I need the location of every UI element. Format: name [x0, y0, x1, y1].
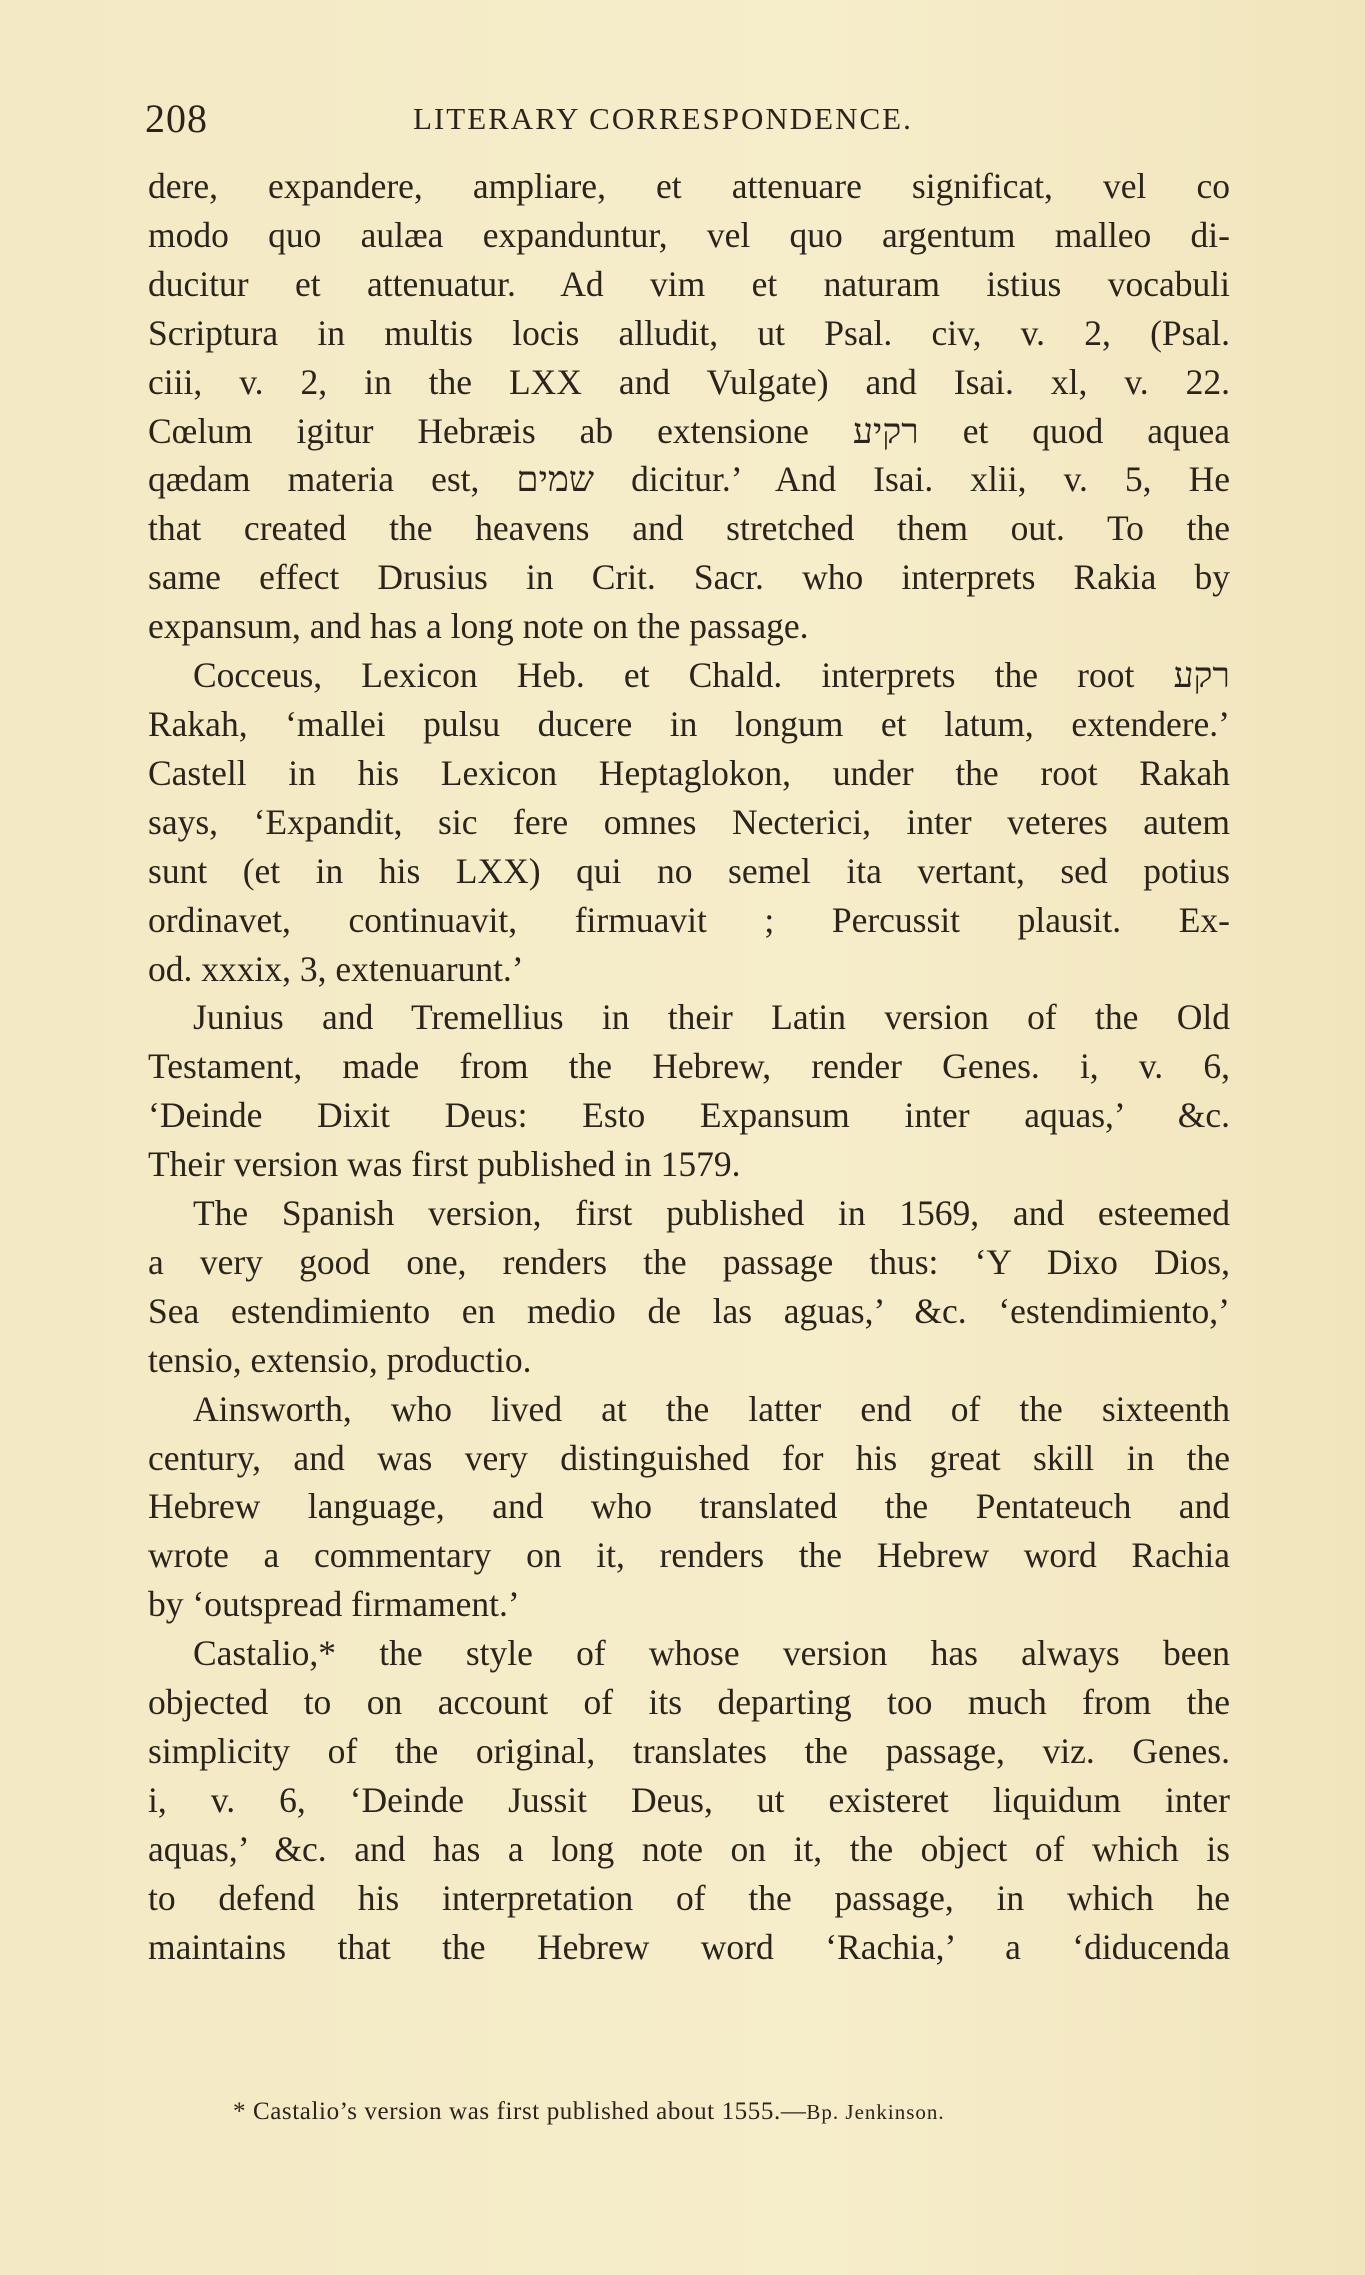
text-line: The Spanish version, first published in 1569, and esteemed	[193, 1193, 1230, 1234]
text-line: to defend his interpretation of the passage, in which he	[148, 1877, 1230, 1918]
text-line: tensio, extensio, productio.	[148, 1339, 532, 1380]
text-line: modo quo aulæa expanduntur, vel quo argentum malleo di-	[148, 214, 1230, 255]
text-line: Castalio,* the style of whose version has always been	[193, 1633, 1230, 1674]
text-line: Rakah, ‘mallei pulsu ducere in longum et latum, extendere.’	[148, 703, 1230, 744]
text-line: od. xxxix, 3, extenuarunt.’	[148, 948, 524, 989]
text-line: dere, expandere, ampliare, et attenuare significat, vel co	[148, 166, 1230, 206]
text-line: ‘Deinde Dixit Deus: Esto Expansum inter aquas,’ &c.	[148, 1095, 1230, 1136]
text-line: expansum, and has a long note on the passage.	[148, 606, 809, 647]
footnote-attribution: Bp. Jenkinson.	[806, 2100, 945, 2124]
text-line: simplicity of the original, translates the passage, viz. Genes.	[148, 1731, 1230, 1771]
text-line: by ‘outspread firmament.’	[148, 1584, 520, 1625]
text-line: Scriptura in multis locis alludit, ut Psal. civ, v. 2, (Psal.	[148, 312, 1230, 353]
footnote-text: * Castalio’s version was first published about 1555.—	[233, 2098, 807, 2125]
text-line: says, ‘Expandit, sic fere omnes Necterici, inter veteres autem	[148, 801, 1230, 842]
text-line: maintains that the Hebrew word ‘Rachia,’ a ‘diducenda	[148, 1926, 1230, 1967]
page-number: 208	[145, 96, 208, 141]
text-line: Sea estendimiento en medio de las aguas,’ &c. ‘estendimiento,’	[148, 1290, 1230, 1331]
text-line: Junius and Tremellius in their Latin version of the Old	[193, 997, 1230, 1038]
running-head: LITERARY CORRESPONDENCE.	[413, 101, 913, 136]
body-text	[148, 162, 1230, 1972]
text-line: qædam materia est, שמים dicitur.’ And Isai. xlii, v. 5, He	[148, 459, 1230, 500]
text-line: Castell in his Lexicon Heptaglokon, under the root Rakah	[148, 752, 1230, 793]
text-line: sunt (et in his LXX) qui no semel ita vertant, sed potius	[148, 850, 1230, 891]
text-line: i, v. 6, ‘Deinde Jussit Deus, ut existeret liquidum inter	[148, 1779, 1230, 1820]
text-line: ciii, v. 2, in the LXX and Vulgate) and Isai. xl, v. 22.	[148, 361, 1230, 402]
text-line: Testament, made from the Hebrew, render Genes. i, v. 6,	[148, 1046, 1230, 1087]
text-line: objected to on account of its departing too much from the	[148, 1682, 1230, 1723]
footnote	[233, 2098, 945, 2126]
text-line: Cocceus, Lexicon Heb. et Chald. interprets the root רקע	[193, 655, 1230, 696]
text-line: wrote a commentary on it, renders the Hebrew word Rachia	[148, 1535, 1230, 1576]
text-line: Cœlum igitur Hebræis ab extensione רקיע et quod aquea	[148, 410, 1231, 451]
text-line: aquas,’ &c. and has a long note on it, the object of which is	[148, 1828, 1230, 1869]
text-line: Their version was first published in 1579.	[148, 1144, 741, 1185]
text-line: a very good one, renders the passage thus: ‘Y Dixo Dios,	[148, 1241, 1230, 1282]
text-line: Ainsworth, who lived at the latter end of the sixteenth	[193, 1388, 1230, 1429]
text-line: same effect Drusius in Crit. Sacr. who interprets Rakia by	[148, 557, 1230, 598]
text-line: ordinavet, continuavit, firmuavit ; Percussit plausit. Ex-	[148, 899, 1230, 940]
text-line: that created the heavens and stretched them out. To the	[148, 508, 1230, 549]
text-line: century, and was very distinguished for his great skill in the	[148, 1437, 1230, 1478]
text-line: ducitur et attenuatur. Ad vim et naturam istius vocabuli	[148, 263, 1230, 304]
text-line: Hebrew language, and who translated the Pentateuch and	[148, 1486, 1230, 1527]
